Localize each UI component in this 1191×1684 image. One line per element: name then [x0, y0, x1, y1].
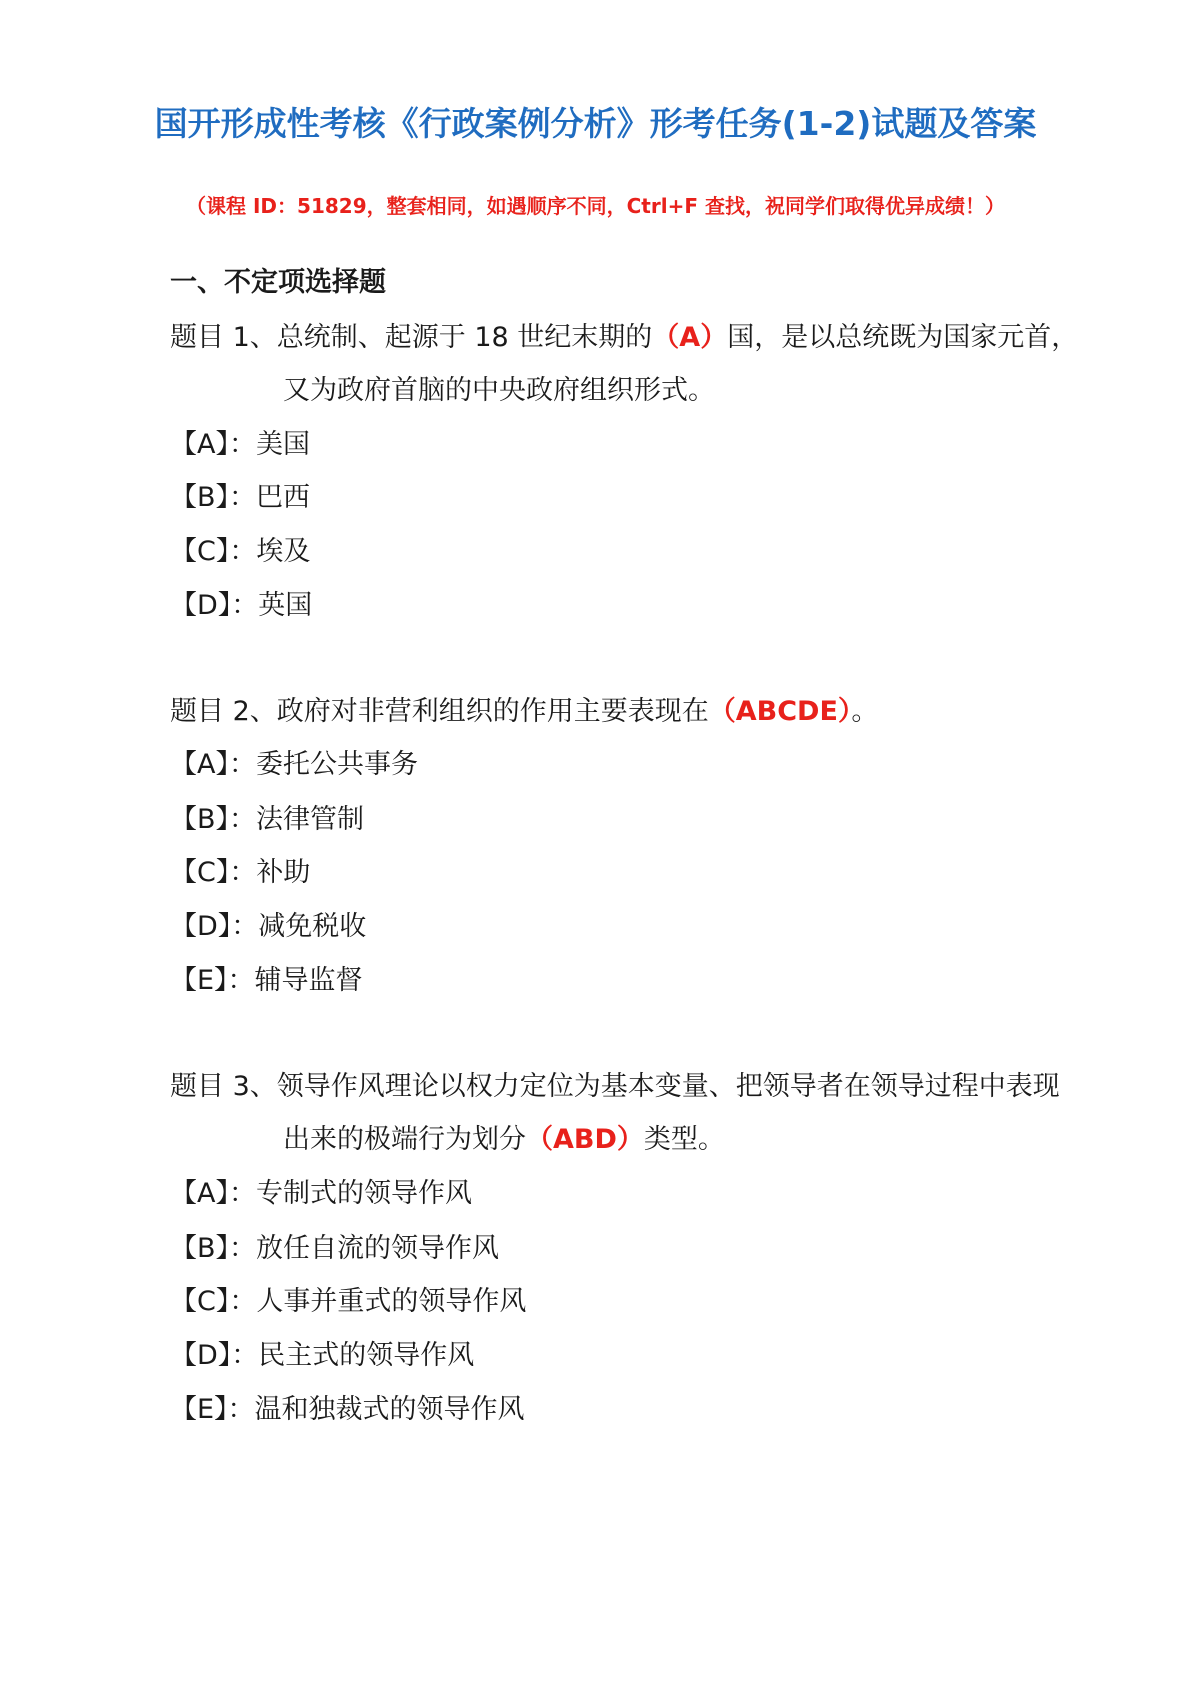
question-1-stem [170, 320, 1078, 356]
question-3-cont-before: 出来的极端行为划分 [283, 1124, 526, 1155]
question-2-stem [170, 694, 878, 730]
document-title: 国开形成性考核《行政案例分析》形考任务(1-2)试题及答案 [154, 104, 1037, 143]
question-3-option-e: 【E】：温和独裁式的领导作风 [170, 1394, 525, 1425]
question-1-answer: （A） [652, 322, 728, 353]
question-3-option-b: 【B】：放任自流的领导作风 [170, 1233, 500, 1264]
question-3-option-d: 【D】：民主式的领导作风 [170, 1340, 475, 1371]
question-1-stem-before: 题目 1、总统制、起源于 18 世纪末期的 [170, 322, 653, 353]
question-1-continuation: 又为政府首脑的中央政府组织形式。 [283, 375, 715, 406]
section-heading: 一、不定项选择题 [170, 267, 386, 298]
question-3-answer: （ABD） [526, 1124, 644, 1155]
question-2-stem-before: 题目 2、政府对非营利组织的作用主要表现在 [170, 696, 709, 727]
question-2-answer: （ABCDE） [708, 696, 852, 727]
question-2-option-e: 【E】：辅导监督 [170, 965, 363, 996]
question-2-option-d: 【D】：减免税收 [170, 911, 367, 942]
question-3-option-a: 【A】：专制式的领导作风 [170, 1178, 472, 1209]
question-1-option-c: 【C】：埃及 [170, 536, 311, 567]
question-3-option-c: 【C】：人事并重式的领导作风 [170, 1286, 527, 1317]
question-3-continuation [283, 1122, 725, 1158]
question-2-option-b: 【B】：法律管制 [170, 804, 365, 835]
question-1-stem-after: 国，是以总统既为国家元首， [727, 322, 1079, 353]
question-1-option-d: 【D】：英国 [170, 590, 313, 621]
question-3-cont-after: 类型。 [643, 1124, 725, 1155]
question-2-option-c: 【C】：补助 [170, 857, 311, 888]
question-3-stem: 题目 3、领导作风理论以权力定位为基本变量、把领导者在领导过程中表现 [170, 1071, 1060, 1102]
question-2-stem-after: 。 [851, 696, 879, 727]
question-1-option-a: 【A】：美国 [170, 429, 310, 460]
document-subtitle: （课程 ID：51829，整套相同，如遇顺序不同，Ctrl+F 查找，祝同学们取得优异成绩！） [186, 194, 1005, 218]
question-2-option-a: 【A】：委托公共事务 [170, 749, 418, 780]
question-1-option-b: 【B】：巴西 [170, 482, 311, 513]
